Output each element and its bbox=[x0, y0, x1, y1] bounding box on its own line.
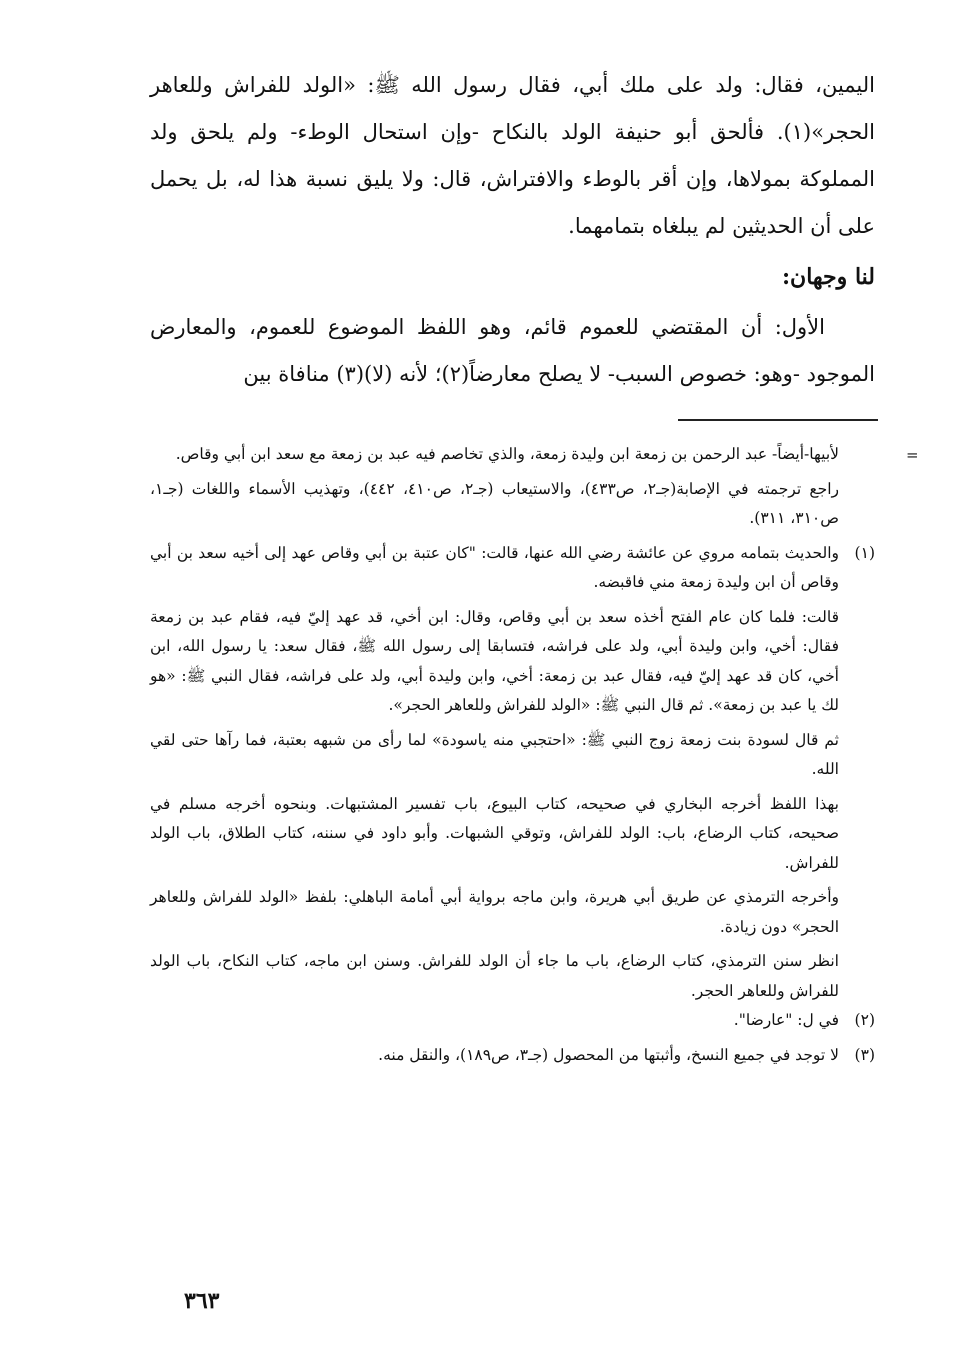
footnote-number: (٣) bbox=[854, 1045, 875, 1064]
section-heading: لنا وجهان: bbox=[781, 264, 875, 290]
footnote-1-part-b: قالت: فلما كان عام الفتح أخذه سعد بن أبي وقاص، وقال: ابن أخي، قد عهد إليّ فيه، فقام عبد بن زمعة فقال: أخي، وابن وليدة أبي، ولد على فراشه، فتسابقا إلى رسول الله ﷺ، فقال سعد: يا رسول الله، ابن أخي، كان قد عهد إليّ فيه، فقال عبد بن زمعة: أخي، وابن وليدة أبي، ولد على فراشه، فقال النبي ﷺ: «هو لك يا عبد بن زمعة». ثم قال النبي ﷺ: «الولد للفراش وللعاهر الحجر». bbox=[150, 607, 839, 714]
footnote-3 bbox=[150, 1041, 875, 1071]
footnote-3-text: لا توجد في جميع النسخ، وأثبتها من المحصول (جـ٣، ص١٨٩)، والنقل منه. bbox=[378, 1045, 839, 1064]
footnote-separator bbox=[678, 419, 878, 421]
footnote-number: (٢) bbox=[854, 1011, 875, 1029]
footnote-continuation-2: راجع ترجمته في الإصابة(جـ٢، ص٤٣٣)، والاستيعاب (جـ٢، ص٤١٠، ٤٤٢)، وتهذيب الأسماء واللغات (جـ١، ص٣١٠، ٣١١). bbox=[150, 479, 840, 527]
footnote-number: (١) bbox=[854, 543, 875, 562]
footnote-1-part-e: وأخرجه الترمذي عن طريق أبي هريرة، وابن ماجه برواية أبي أمامة الباهلي: بلفظ «الولد للفراش وللعاهر الحجر» دون زيادة. bbox=[150, 888, 839, 936]
footnote-1-part-d: بهذا اللفظ أخرجه البخاري في صحيحه، كتاب البيوع، باب تفسير المشتبهات. وبنحوه أخرجه مسلم في صحيحه، كتاب الرضاع، باب: الولد للفراش، وتوقي الشبهات. وأبو داود في سننه، كتاب الطلاق، باب الولد للفراش. bbox=[150, 794, 839, 872]
main-text bbox=[150, 62, 875, 398]
footnote-2 bbox=[150, 1006, 875, 1036]
footnote-continuation-1: لأبيها-أيضاً- عبد الرحمن بن زمعة ابن وليدة زمعة، والذي تخاصم فيه عبد بن زمعة مع سعد ابن أبي وقاص. bbox=[175, 445, 839, 463]
footnote-1 bbox=[150, 539, 875, 598]
page-number: ٣٦٣ bbox=[184, 1288, 220, 1314]
footnote-1-part-c: ثم قال لسودة بنت زمعة زوج النبي ﷺ: «احتجبي منه ياسودة» لما رأى من شبهه بعتبة، فما رآها حتى لقي الله. bbox=[150, 730, 839, 778]
body-paragraph-1: اليمين، فقال: ولد على ملك أبي، فقال رسول الله ﷺ: «الولد للفراش وللعاهر الحجر»(١). فألحق أبو حنيفة الولد بالنكاح -وإن استحال الوطء- ولم يلحق ولد المملوكة بمولاها، وإن أقر بالوطء والافتراش، قال: ولا يليق نسبة هذا له، بل يحمل على أن الحديثين لم يبلغاه بتمامهما. bbox=[150, 73, 875, 238]
continuation-marker: = bbox=[906, 446, 919, 464]
body-paragraph-2: الأول: أن المقتضي للعموم قائم، وهو اللفظ الموضوع للعموم، والمعارض الموجود -وهو: خصوص السبب- لا يصلح معارضاً(٢)؛ لأنه (لا)(٣) منافاة بين bbox=[150, 315, 875, 386]
footnote-1-part-f: انظر سنن الترمذي، كتاب الرضاع، باب ما جاء أن الولد للفراش. وسنن ابن ماجه، كتاب النكاح، باب الولد للفراش وللعاهر الحجر. bbox=[150, 952, 839, 1000]
footnote-2-text: في ل: "عارضا". bbox=[733, 1011, 839, 1029]
footnotes bbox=[150, 440, 875, 1070]
footnote-1-text: والحديث بتمامه مروي عن عائشة رضي الله عنها، قالت: "كان عتبة بن أبي وقاص عهد إلى أخيه سعد بن أبي وقاص أن ابن وليدة زمعة مني فاقبضه. bbox=[150, 543, 839, 591]
